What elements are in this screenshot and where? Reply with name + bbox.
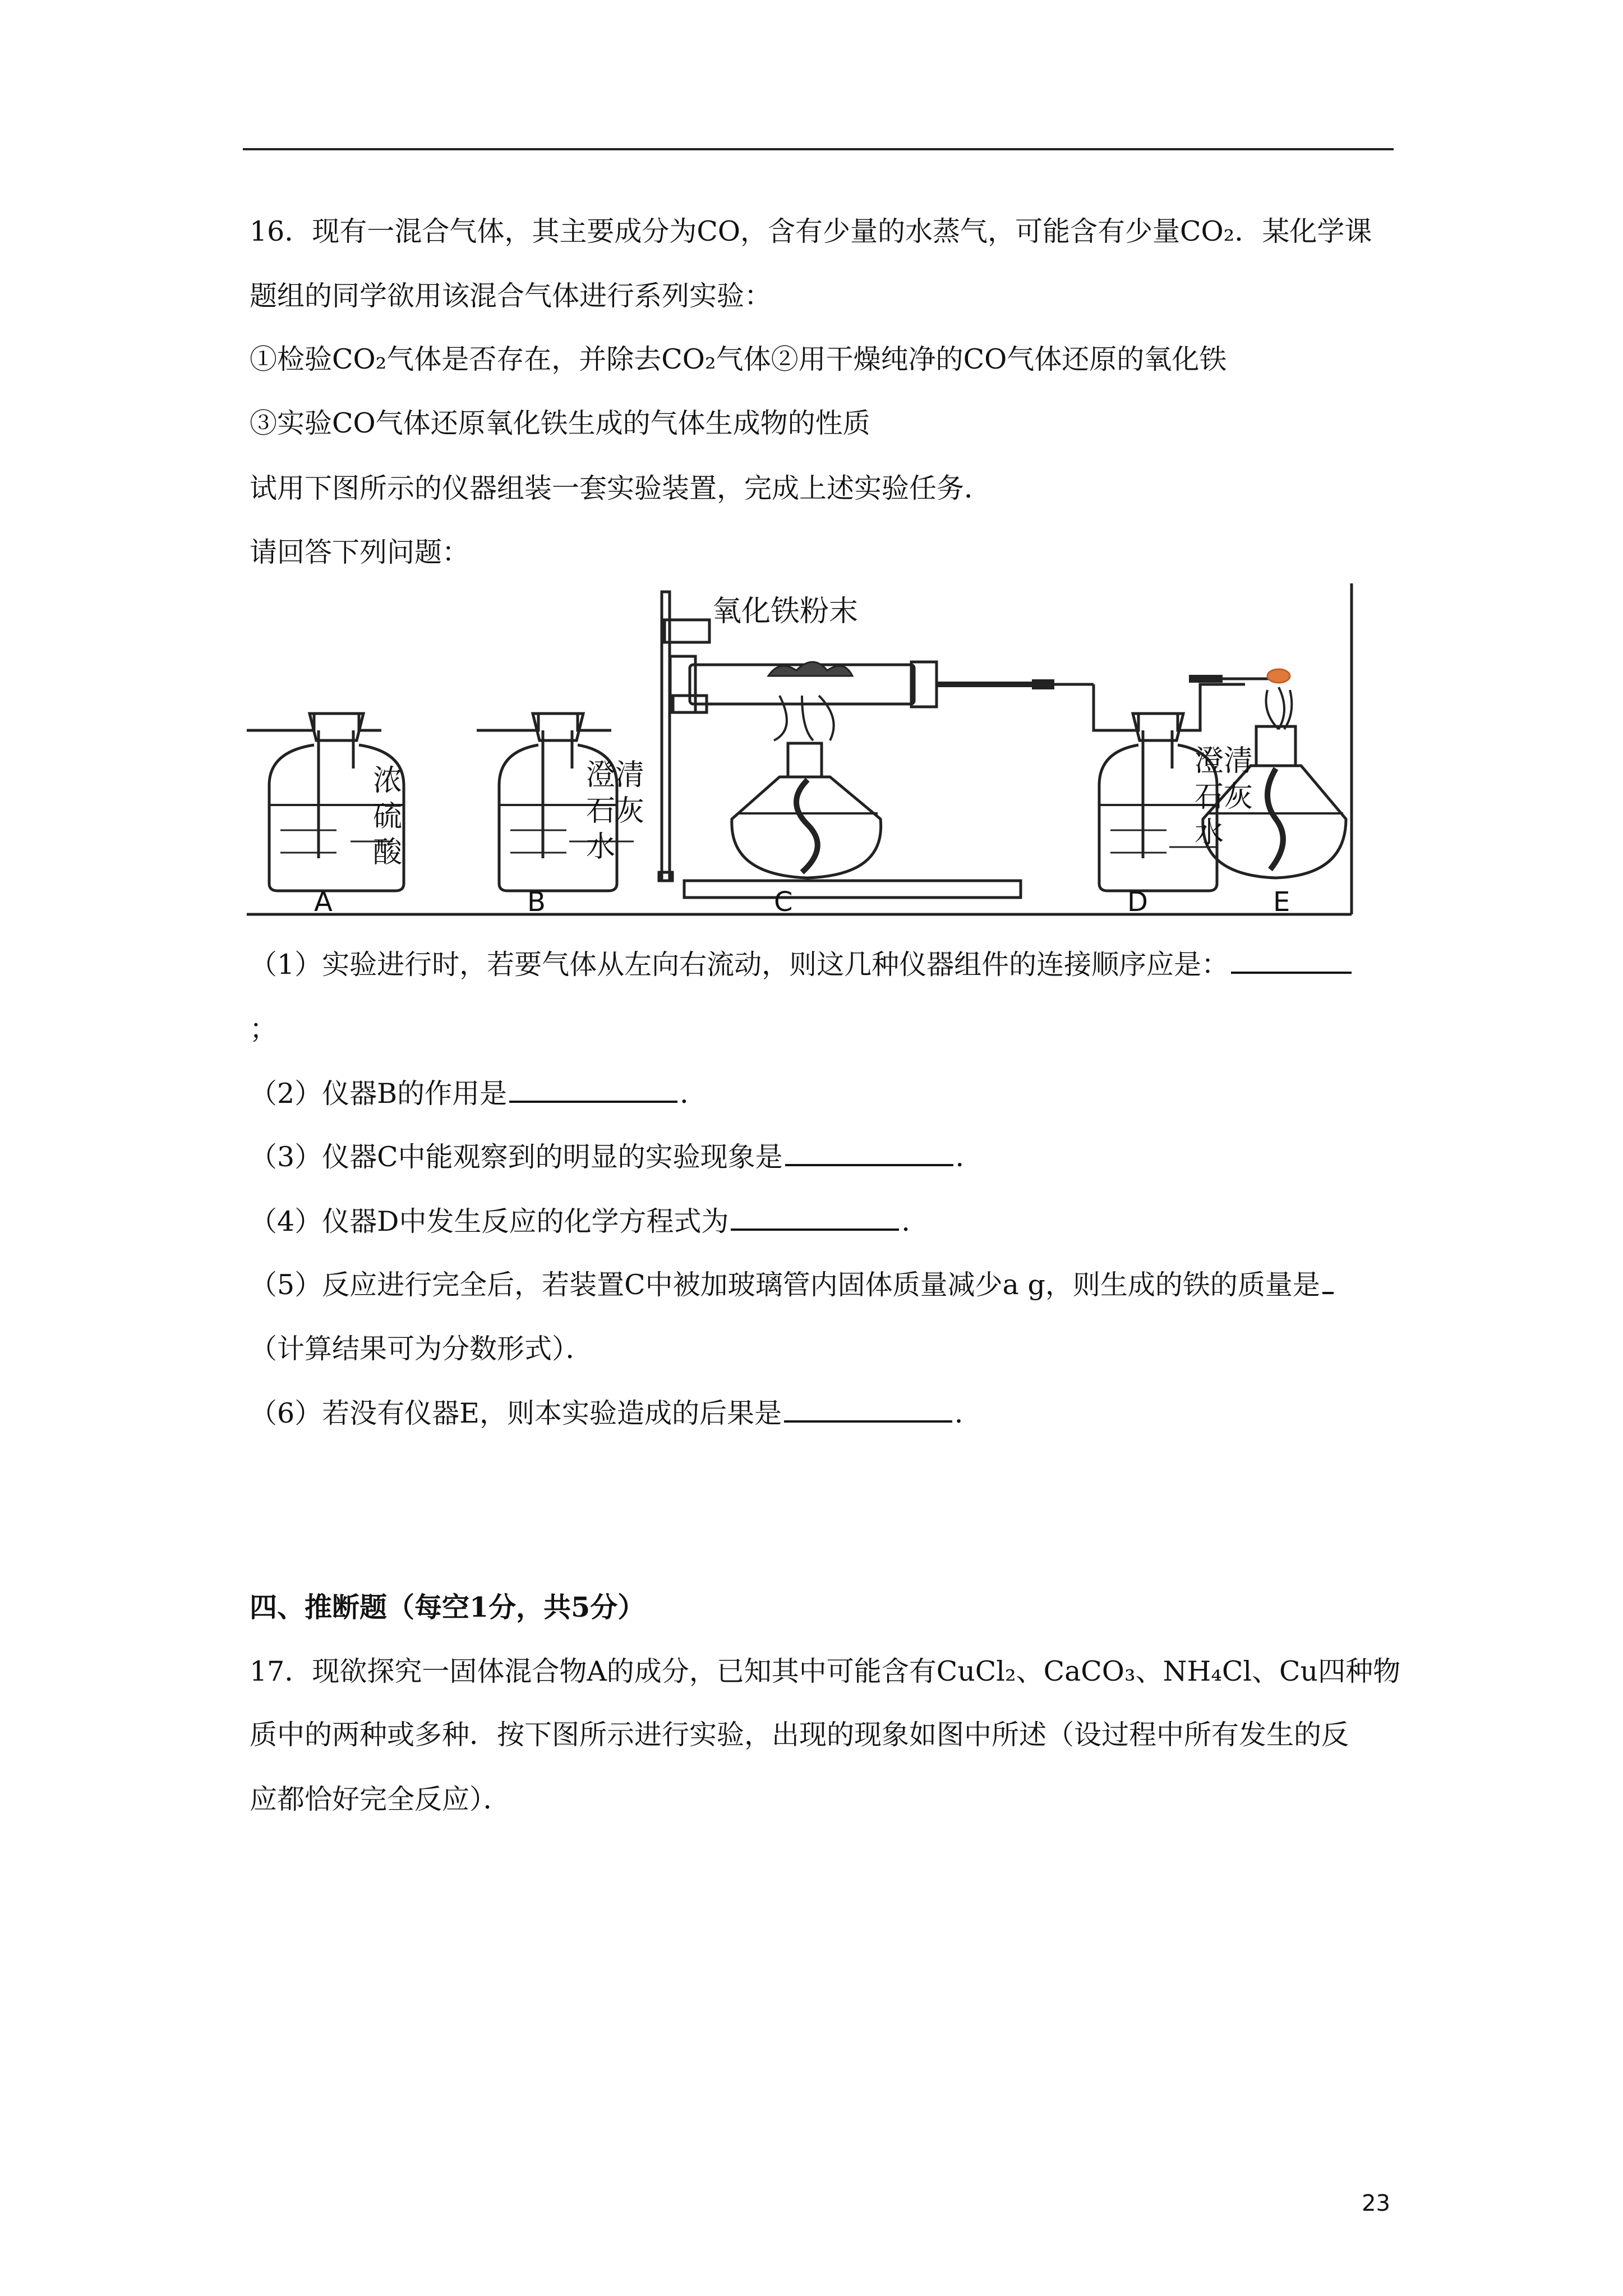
q16-sub-6-period: ． [954,1397,982,1429]
q16-sub-4 [250,1202,929,1241]
q16-sub-1-text: （1）实验进行时，若要气体从左向右流动，则这几种仪器组件的连接顺序应是： [250,949,1229,981]
q17-line-2: 质中的两种或多种．按下图所示进行实验，出现的现象如图中所述（设过程中所有发生的反 [250,1719,1349,1751]
q16-task-3: ③实验CO气体还原氧化铁生成的气体生成物的性质 [250,407,870,439]
letter-A: A [314,886,333,918]
q16-sub-1-end: ； [250,1013,278,1045]
answer-blank-3[interactable] [785,1138,953,1166]
q16-sub-2-text: （2）仪器B的作用是 [250,1078,508,1110]
q16-sub-3-period: ． [955,1141,983,1173]
label-B: 澄清 石灰 水 [586,758,645,864]
answer-blank-5[interactable] [1322,1266,1334,1294]
q17-line-3: 应都恰好完全反应）． [250,1783,511,1815]
page-number: 23 [1362,2191,1390,2216]
q16-instruction: 试用下图所示的仪器组装一套实验装置，完成上述实验任务． [250,472,992,504]
q16-intro-line-1: 16．现有一混合气体，其主要成分为CO，含有少量的水蒸气，可能含有少量CO₂．某化学课 [250,215,1372,247]
q16-sub-6 [250,1394,982,1433]
section-4-heading: 四、推断题（每空1分，共5分） [250,1591,645,1623]
label-A: 浓 硫 酸 [373,764,403,869]
letter-C: C [774,886,793,918]
q16-sub-6-text: （6）若没有仪器E，则本实验造成的后果是 [250,1397,782,1429]
q16-sub-4-period: ． [901,1205,929,1237]
label-C: 氧化铁粉末 [712,595,859,628]
q17-line-1: 17．现欲探究一固体混合物A的成分，已知其中可能含有CuCl₂、CaCO₃、NH₄Cl、Cu四种物 [250,1655,1401,1687]
q16-sub-2 [250,1074,707,1114]
letter-B: B [527,886,546,918]
q16-intro-line-2: 题组的同学欲用该混合气体进行系列实验： [250,280,772,312]
q16-task-1: ①检验CO₂气体是否存在，并除去CO₂气体②用干燥纯净的CO气体还原的氧化铁 [250,343,1227,375]
label-D: 澄清 石灰 水 [1195,744,1253,850]
letter-D: D [1127,886,1148,918]
apparatus-figure [247,583,1368,926]
answer-blank-6[interactable] [784,1395,952,1423]
q16-sub-1 [250,945,1354,984]
q16-sub-3 [250,1138,983,1177]
answer-blank-4[interactable] [731,1203,899,1231]
letter-E: E [1273,886,1290,918]
q16-sub-4-text: （4）仪器D中发生反应的化学方程式为 [250,1205,729,1237]
header-rule [243,148,1394,150]
apparatus-C [659,592,1094,898]
q16-sub-2-period: ． [680,1078,708,1110]
q16-sub-3-text: （3）仪器C中能观察到的明显的实验现象是 [250,1141,783,1173]
q16-sub-5-cont: （计算结果可为分数形式）． [250,1333,593,1365]
q16-sub-5 [250,1266,1336,1305]
answer-blank-1[interactable] [1231,946,1352,974]
q16-sub-5-text: （5）反应进行完全后，若装置C中被加玻璃管内固体质量减少a g，则生成的铁的质量是 [250,1269,1320,1301]
q16-prompt: 请回答下列问题： [250,536,470,568]
flame-icon [1267,669,1290,683]
answer-blank-2[interactable] [509,1075,677,1103]
